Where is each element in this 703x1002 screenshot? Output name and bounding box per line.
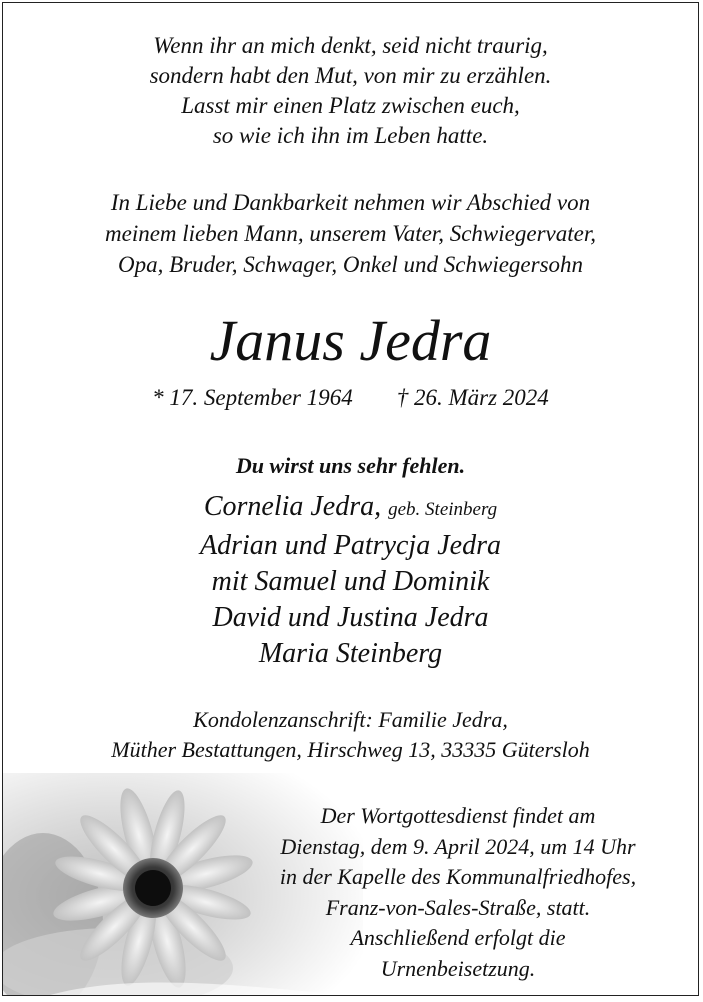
life-dates (3, 383, 698, 413)
service-line: Franz-von-Sales-Straße, statt. (325, 894, 591, 920)
family-member: Adrian und Patrycja Jedra (200, 530, 501, 561)
poem-line: Wenn ihr an mich denkt, seid nicht traurig, (153, 33, 548, 58)
service-line: Der Wortgottesdienst findet am (320, 803, 596, 828)
intro-line: Opa, Bruder, Schwager, Onkel und Schwiegersohn (117, 252, 584, 277)
poem (3, 31, 698, 151)
service-line: Anschließend erfolgt die (350, 925, 566, 950)
intro-line: meinem lieben Mann, unserem Vater, Schwiegervater, (105, 221, 596, 246)
intro-text (3, 187, 698, 280)
death-date: † 26. März 2024 (396, 385, 549, 410)
missed-line: Du wirst uns sehr fehlen. (235, 453, 466, 478)
service-info (243, 801, 673, 984)
poem-line: so wie ich ihn im Leben hatte. (212, 123, 489, 148)
poem-line: sondern habt den Mut, von mir zu erzählen. (149, 63, 552, 88)
family-member: mit Samuel und Dominik (211, 566, 490, 597)
maiden-name-note: geb. Steinberg (388, 499, 498, 520)
condolence-line: Kondolenzanschrift: Familie Jedra, (193, 707, 508, 732)
family-list (3, 489, 698, 672)
condolence-address (3, 705, 698, 765)
service-line: in der Kapelle des Kommunalfriedhofes, (279, 864, 637, 889)
obituary-notice (2, 2, 699, 996)
service-line: Urnenbeisetzung. (380, 955, 536, 981)
condolence-line: Müther Bestattungen, Hirschweg 13, 33335 Gütersloh (111, 737, 590, 762)
birth-date: * 17. September 1964 (152, 385, 353, 410)
intro-line: In Liebe und Dankbarkeit nehmen wir Abschied von (110, 190, 591, 215)
family-member-name: Cornelia Jedra, (203, 491, 382, 522)
service-line: Dienstag, dem 9. April 2024, um 14 Uhr (280, 833, 636, 859)
family-member: David und Justina Jedra (212, 602, 489, 633)
family-member (3, 489, 698, 528)
poem-line: Lasst mir einen Platz zwischen euch, (181, 93, 520, 118)
deceased-name: Janus Jedra (209, 308, 492, 373)
family-member: Maria Steinberg (258, 638, 443, 669)
